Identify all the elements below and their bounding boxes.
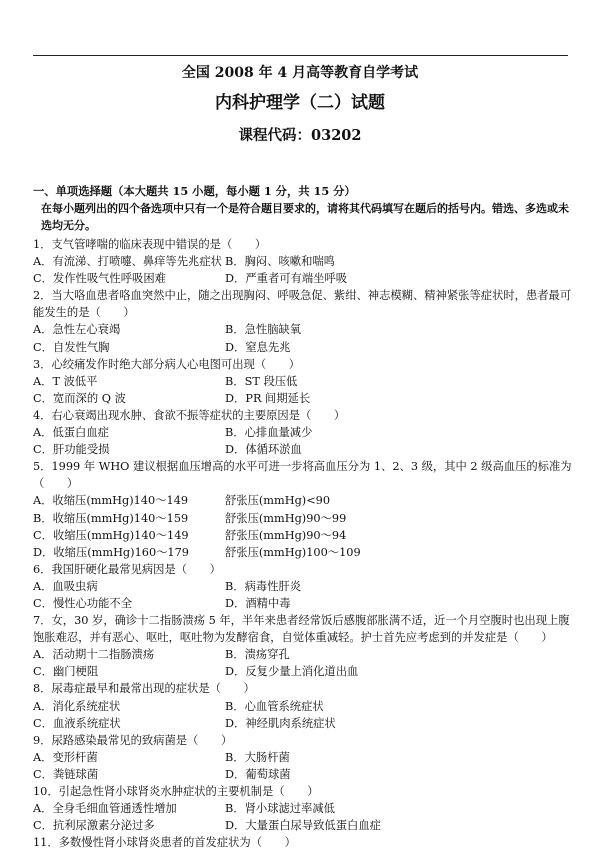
question-2-stem: 2．当大咯血患者咯血突然中止，随之出现胸闷、呼吸急促、紫绀、神志模糊、精神紧张等症状时，患者最可能发生的是（ ）	[33, 289, 572, 320]
question-3-option-a: A．T 波低平	[33, 374, 98, 388]
question-2-option-b: B．急性脑缺氧	[225, 323, 302, 337]
question-7-options-row-2	[33, 663, 573, 680]
question-7-options-row-1	[33, 646, 573, 663]
question-4-options-row-1	[33, 424, 573, 441]
question-10-option-c: C．抗利尿激素分泌过多	[33, 819, 155, 833]
question-1-option-c: C．发作性吸气性呼吸困难	[33, 272, 166, 286]
question-6-options-row-2	[33, 595, 573, 612]
question-11-stem: 11．多数慢性肾小球肾炎患者的首发症状为（ ）	[33, 836, 296, 850]
question-9-option-d: D．葡萄球菌	[225, 767, 291, 781]
question-10-options-row-2	[33, 817, 573, 834]
question-3-option-b: B．ST 段压低	[225, 374, 298, 388]
question-7-option-c: C．幽门梗阻	[33, 665, 99, 679]
question-5-option-b-row	[33, 510, 573, 527]
question-1-stem: 1．支气管哮喘的临床表现中错误的是（ ）	[33, 238, 267, 251]
question-5-option-d-row	[33, 544, 573, 561]
question-7-option-d: D．反复少量上消化道出血	[225, 665, 359, 679]
question-5-option-a-row	[33, 492, 573, 509]
question-8-option-d: D．神经肌肉系统症状	[225, 716, 336, 730]
question-5-option-c-diastolic: 舒张压(mmHg)90～94	[225, 528, 347, 542]
question-3-stem: 3．心绞痛发作时绝大部分病人心电图可出现（ ）	[33, 357, 301, 371]
title-block	[0, 62, 600, 148]
question-4-stem: 4．右心衰竭出现水肿、食欲不振等症状的主要原因是（ ）	[33, 408, 346, 422]
question-9-options-row-1	[33, 749, 573, 766]
question-1-option-b: B．胸闷、咳嗽和喘鸣	[225, 255, 335, 269]
question-6-option-b: B．病毒性肝炎	[225, 579, 302, 593]
question-6-option-d: D．酒精中毒	[225, 596, 291, 610]
question-5-option-d-systolic: D．收缩压(mmHg)160～179	[33, 545, 189, 559]
question-3-option-c: C．宽而深的 Q 波	[33, 391, 126, 405]
question-3-options-row-2	[33, 390, 573, 407]
question-10-options-row-1	[33, 800, 573, 817]
question-1-option-d: D．严重者可有端坐呼吸	[225, 272, 348, 286]
question-5-option-c-systolic: C．收缩压(mmHg)140～149	[33, 528, 189, 542]
question-4-option-a: A．低蛋白血症	[33, 426, 109, 440]
question-9-option-b: B．大肠杆菌	[225, 750, 290, 764]
subject-title: 内科护理学（二）试题	[215, 93, 385, 113]
question-6-option-a: A．血吸虫病	[33, 579, 98, 593]
question-9-options-row-2	[33, 766, 573, 783]
question-2-option-a: A．急性左心衰竭	[33, 323, 121, 337]
section-heading: 一、单项选择题（本大题共 15 小题，每小题 1 分，共 15 分）	[33, 184, 356, 198]
question-8-stem: 8．尿毒症最早和最常出现的症状是（ ）	[33, 682, 255, 696]
question-1-options-row-1	[33, 253, 573, 270]
question-9-option-a: A．变形杆菌	[33, 750, 98, 764]
question-10-option-d: D．大量蛋白尿导致低蛋白血症	[225, 819, 381, 833]
question-1-options-row-2	[33, 270, 573, 287]
question-2-options-row-2	[33, 339, 573, 356]
question-8-options-row-2	[33, 715, 573, 732]
question-2-option-d: D．窒息先兆	[225, 340, 291, 354]
question-5-stem: 5．1999 年 WHO 建议根据血压增高的水平可进一步将高血压分为 1、2、3 级，其中 2 级高血压的标准为（ ）	[33, 460, 572, 491]
question-4-option-b: B．心排血量减少	[225, 426, 313, 440]
question-2-option-c: C．自发性气胸	[33, 340, 110, 354]
question-8-option-b: B．心血管系统症状	[225, 699, 324, 713]
question-5-option-d-diastolic: 舒张压(mmHg)100～109	[225, 545, 361, 559]
question-2-options-row-1	[33, 321, 573, 338]
question-6-option-c: C．慢性心功能不全	[33, 596, 133, 610]
top-rule	[33, 55, 568, 56]
question-10-option-b: B．肾小球滤过率减低	[225, 802, 335, 816]
question-8-option-a: A．消化系统症状	[33, 699, 121, 713]
question-4-option-d: D．体循环淤血	[225, 443, 302, 457]
question-8-options-row-1	[33, 698, 573, 715]
question-6-stem: 6．我国肝硬化最常见病因是（ ）	[33, 562, 221, 576]
question-5-option-c-row	[33, 527, 573, 544]
question-4-options-row-2	[33, 441, 573, 458]
question-10-stem: 10．引起急性肾小球肾炎水肿症状的主要机制是（ ）	[33, 785, 319, 798]
question-1-option-a: A．有流涕、打喷嚏、鼻痒等先兆症状	[33, 255, 222, 269]
question-5-option-a-systolic: A．收缩压(mmHg)140～149	[33, 494, 189, 508]
question-9-stem: 9．尿路感染最常见的致病菌是（ ）	[33, 733, 233, 747]
question-7-stem: 7．女，30 岁，确诊十二指肠溃疡 5 年，半年来患者经常饭后感腹部胀满不适，近一个月空腹时也出现上腹饱胀难忍，并有恶心、呕吐，呕吐物为发酵宿食，自觉体重减轻。护士首先应考虑到的并发症是（ ）	[33, 614, 570, 645]
exam-title: 全国 2008 年 4 月高等教育自学考试	[181, 65, 419, 81]
question-10-option-a: A．全身毛细血管通透性增加	[33, 802, 177, 816]
question-9-option-c: C．粪链球菌	[33, 767, 99, 781]
question-4-option-c: C．肝功能受损	[33, 443, 110, 457]
question-6-options-row-1	[33, 578, 573, 595]
question-7-option-b: B．溃疡穿孔	[225, 648, 290, 662]
question-5-option-b-systolic: B．收缩压(mmHg)140～159	[33, 511, 189, 525]
section-instructions: 在每小题列出的四个备选项中只有一个是符合题目要求的，请将其代码填写在题后的括号内。错选、多选或未选均无分。	[41, 202, 569, 232]
question-5-option-a-diastolic: 舒张压(mmHg)<90	[225, 494, 331, 508]
question-8-option-c: C．血液系统症状	[33, 716, 121, 730]
question-3-options-row-1	[33, 373, 573, 390]
question-3-option-d: D．PR 间期延长	[225, 391, 311, 405]
question-7-option-a: A．活动期十二指肠溃疡	[33, 648, 155, 662]
question-section	[33, 183, 573, 851]
question-5-option-b-diastolic: 舒张压(mmHg)90～99	[225, 511, 347, 525]
course-code: 课程代码：03202	[238, 127, 362, 144]
